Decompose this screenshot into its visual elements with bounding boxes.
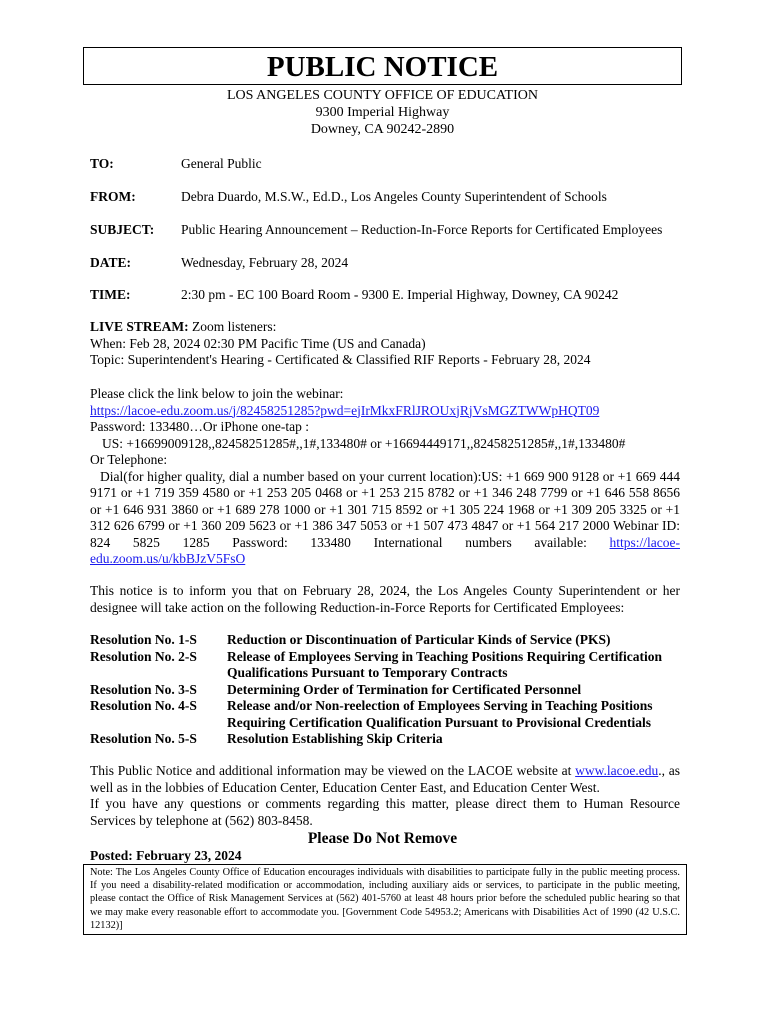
resolutions-list	[90, 632, 685, 748]
resolution-number: Resolution No. 2-S	[90, 648, 197, 664]
memo-label: SUBJECT:	[90, 222, 155, 237]
info-website-paragraph	[90, 763, 680, 796]
memo-value: Debra Duardo, M.S.W., Ed.D., Los Angeles County Superintendent of Schools	[181, 189, 607, 204]
list-item	[90, 682, 685, 699]
memo-value: Wednesday, February 28, 2024	[181, 255, 349, 270]
resolution-number: Resolution No. 4-S	[90, 698, 197, 713]
memo-label: TO:	[90, 156, 114, 171]
list-item	[90, 698, 685, 731]
org-name: LOS ANGELES COUNTY OFFICE OF EDUCATION	[227, 88, 538, 103]
memo-value: General Public	[181, 156, 262, 171]
webinar-dial-numbers	[90, 469, 680, 568]
do-not-remove-heading: Please Do Not Remove	[307, 830, 458, 847]
livestream-label: LIVE STREAM:	[90, 319, 189, 334]
memo-label: FROM:	[90, 189, 136, 204]
resolution-number: Resolution No. 3-S	[90, 681, 197, 697]
livestream-topic: Topic: Superintendent's Hearing - Certificated & Classified RIF Reports - February 28, 2024	[90, 352, 591, 367]
org-address-line2: Downey, CA 90242-2890	[310, 122, 455, 137]
info-section	[90, 763, 680, 829]
webinar-intro: Please click the link below to join the webinar:	[90, 386, 344, 401]
info-questions-paragraph: If you have any questions or comments regarding this matter, please direct them to Human Resource Services by telephone at (562) 803-8458.	[90, 796, 680, 828]
list-item	[90, 632, 685, 649]
memo-label: TIME:	[90, 287, 131, 302]
info-text-rest: ., as well as in the lobbies of Education Center, Education Center East, and Education Center West.	[90, 763, 680, 795]
title-box	[83, 47, 682, 85]
webinar-section	[90, 386, 680, 568]
resolution-title: Reduction or Discontinuation of Particular Kinds of Service (PKS)	[227, 632, 611, 647]
accessibility-note: Note: The Los Angeles County Office of Education encourages individuals with disabilities to participate fully in the public meeting process. If you need a disability-related modification or accommodation, including auxiliary aids or services, to participate in the public meeting, please contact the Office of Risk Management Services at (562) 401-5760 at least 48 hours prior before the scheduled public hearing so that we may make every reasonable effort to accommodate you. [Government Code 54953.2; Americans with Disabilities Act of 1990 (42 U.S.C. 12132)]	[83, 864, 687, 935]
webinar-link[interactable]: https://lacoe-edu.zoom.us/j/82458251285?pwd=ejIrMkxFRlJROUxjRjVsMGZTWWpHQT09	[90, 402, 600, 418]
resolution-number: Resolution No. 5-S	[90, 731, 197, 746]
page-title: PUBLIC NOTICE	[266, 51, 499, 83]
dial-text: Dial(for higher quality, dial a number based on your current location):US: +1 669 900 9128 or +1 669 444 9171 or +1 719 359 4580 or +1 253 205 0468 or +1 253 215 8782 or +1 346 248 7799 or +1 646 558 8656 or +1 646 931 3860 or +1 689 278 1000 or +1 301 715 8592 or +1 305 224 1968 or +1 309 205 3325 or +1 312 626 6799 or +1 360 209 5623 or +1 386 347 5053 or +1 507 473 4847 or +1 564 217 2000 Webinar ID: 824 5825 1285 Password: 133480 International numbers available:	[90, 468, 680, 550]
resolution-title: Resolution Establishing Skip Criteria	[227, 731, 443, 746]
list-item	[90, 731, 685, 748]
memo-value: Public Hearing Announcement – Reduction-In-Force Reports for Certificated Employees	[181, 222, 663, 237]
org-address-line1: 9300 Imperial Highway	[315, 105, 450, 120]
resolution-title: Release and/or Non-reelection of Employees Serving in Teaching Positions Requiring Certification Qualification Pursuant to Provisional Credentials	[227, 698, 653, 730]
webinar-us-dial: US: +16699009128,,82458251285#,,1#,133480# or +16694449171,,82458251285#,,1#,133480#	[102, 435, 626, 451]
webinar-or-telephone: Or Telephone:	[90, 452, 168, 467]
list-item	[90, 649, 685, 682]
livestream-label-rest: Zoom listeners:	[188, 319, 277, 334]
livestream-when: When: Feb 28, 2024 02:30 PM Pacific Time (US and Canada)	[90, 335, 426, 351]
posted-date: Posted: February 23, 2024	[90, 848, 242, 863]
resolution-number: Resolution No. 1-S	[90, 632, 197, 647]
info-text: This Public Notice and additional information may be viewed on the LACOE website at	[90, 763, 576, 778]
memo-value: 2:30 pm - EC 100 Board Room - 9300 E. Imperial Highway, Downey, CA 90242	[181, 287, 619, 302]
livestream-section	[90, 319, 680, 369]
resolution-title: Determining Order of Termination for Certificated Personnel	[227, 681, 582, 697]
resolution-title: Release of Employees Serving in Teaching Positions Requiring Certification Qualifications Pursuant to Temporary Contracts	[227, 648, 662, 680]
intl-numbers-link[interactable]: https://lacoe-edu.zoom.us/u/kbBJzV5FsO	[90, 534, 680, 566]
intro-paragraph: This notice is to inform you that on February 28, 2024, the Los Angeles County Superintendent or her designee will take action on the following Reduction-in-Force Reports for Certificated Employees:	[90, 583, 680, 615]
memo-label: DATE:	[90, 255, 132, 270]
org-header	[83, 87, 682, 138]
lacoe-website-link[interactable]: www.lacoe.edu	[575, 763, 659, 778]
webinar-password: Password: 133480…Or iPhone one-tap :	[90, 419, 309, 434]
